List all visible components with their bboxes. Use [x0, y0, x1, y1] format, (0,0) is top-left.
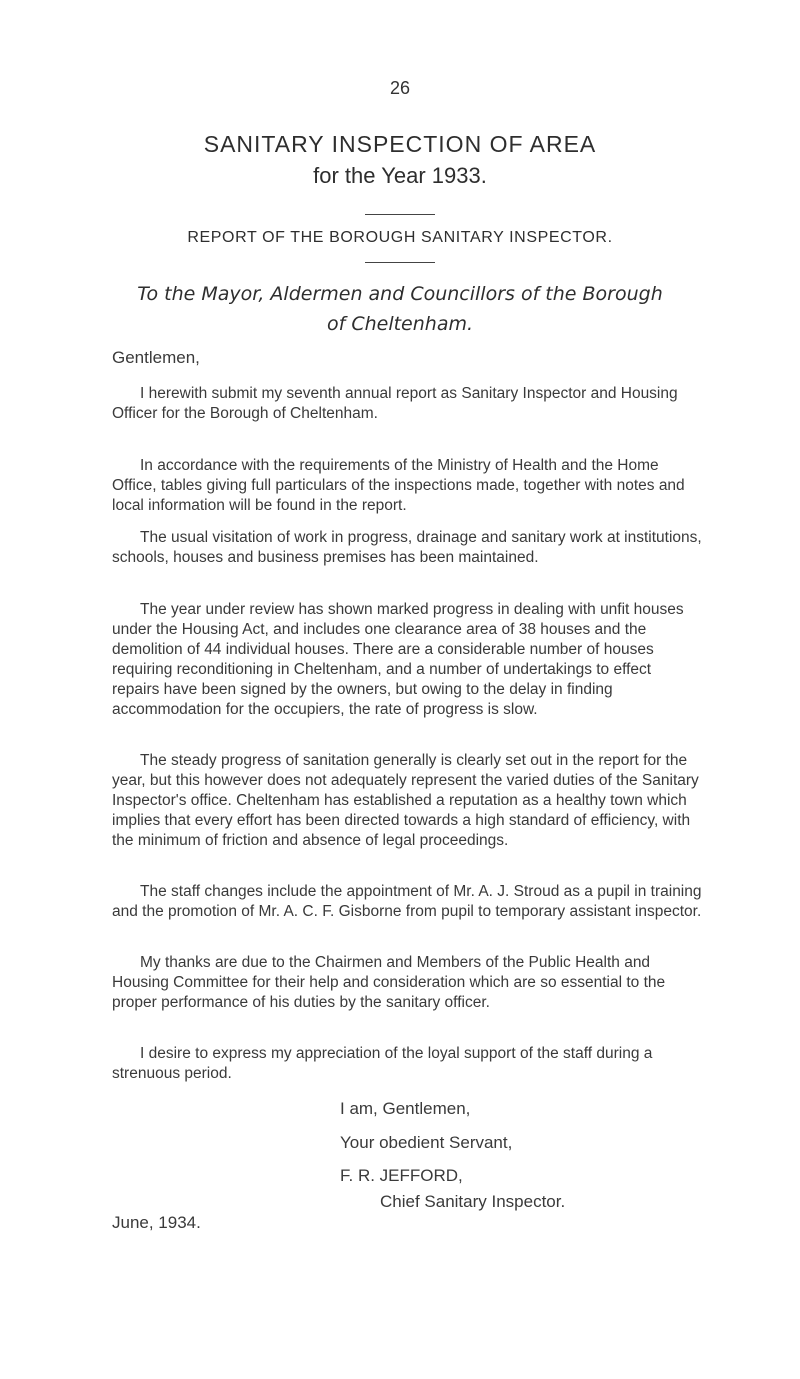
paragraph-8: I desire to express my appreciation of the loyal support of the staff during a strenuous period. — [112, 1045, 653, 1082]
paragraph-5: The steady progress of sanitation generally is clearly set out in the report for the year, but this however does not adequately represent the varied duties of the Sanitary Inspector's office. Cheltenham has established a reputation as a healthy town which implies that every effort has been directed towards a high standard of efficiency, with the minimum of friction and absence of legal proceedings. — [112, 752, 699, 849]
sub-title: for the Year 1933. — [313, 163, 487, 188]
paragraph-1: I herewith submit my seventh annual report as Sanitary Inspector and Housing Officer for the Borough of Cheltenham. — [112, 385, 678, 422]
closing-line-2: Your obedient Servant, — [340, 1133, 513, 1152]
page-number: 26 — [389, 78, 411, 98]
signatory-position: Chief Sanitary Inspector. — [380, 1192, 566, 1211]
paragraph-4: The year under review has shown marked progress in dealing with unfit houses under the Housing Act, and includes one clearance area of 38 houses and the demolition of 44 individual houses. There are a considerable number of houses requiring reconditioning in Cheltenham, and a number of undertakings to effect repairs have been signed by the owners, but owing to the delay in finding accommodation for the occupiers, the rate of progress is slow. — [112, 601, 684, 718]
paragraph-7: My thanks are due to the Chairmen and Members of the Public Health and Housing Committee for their help and consideration which are so essential to the proper performance of his duties by the sanitary officer. — [112, 954, 666, 1011]
paragraph-2: In accordance with the requirements of the Ministry of Health and the Home Office, tables giving full particulars of the inspections made, together with notes and local information will be found in the report. — [112, 457, 685, 514]
address-line-1: To the Mayor, Aldermen and Councillors of the Borough — [137, 283, 663, 305]
main-title: SANITARY INSPECTION OF AREA — [203, 131, 597, 157]
salutation: Gentlemen, — [112, 348, 200, 367]
paragraph-3: The usual visitation of work in progress, drainage and sanitary work at institutions, schools, houses and business premises has been maintained. — [112, 529, 702, 566]
report-date: June, 1934. — [112, 1213, 201, 1232]
address-line-2: of Cheltenham. — [326, 313, 474, 335]
report-heading: REPORT OF THE BOROUGH SANITARY INSPECTOR. — [187, 229, 613, 246]
signatory-name: F. R. JEFFORD, — [340, 1166, 463, 1185]
paragraph-6: The staff changes include the appointment of Mr. A. J. Stroud as a pupil in training and the promotion of Mr. A. C. F. Gisborne from pupil to temporary assistant inspector. — [112, 883, 702, 920]
divider-rule-bottom — [365, 262, 435, 263]
closing-line-1: I am, Gentlemen, — [340, 1099, 471, 1118]
divider-rule-top — [365, 214, 435, 215]
